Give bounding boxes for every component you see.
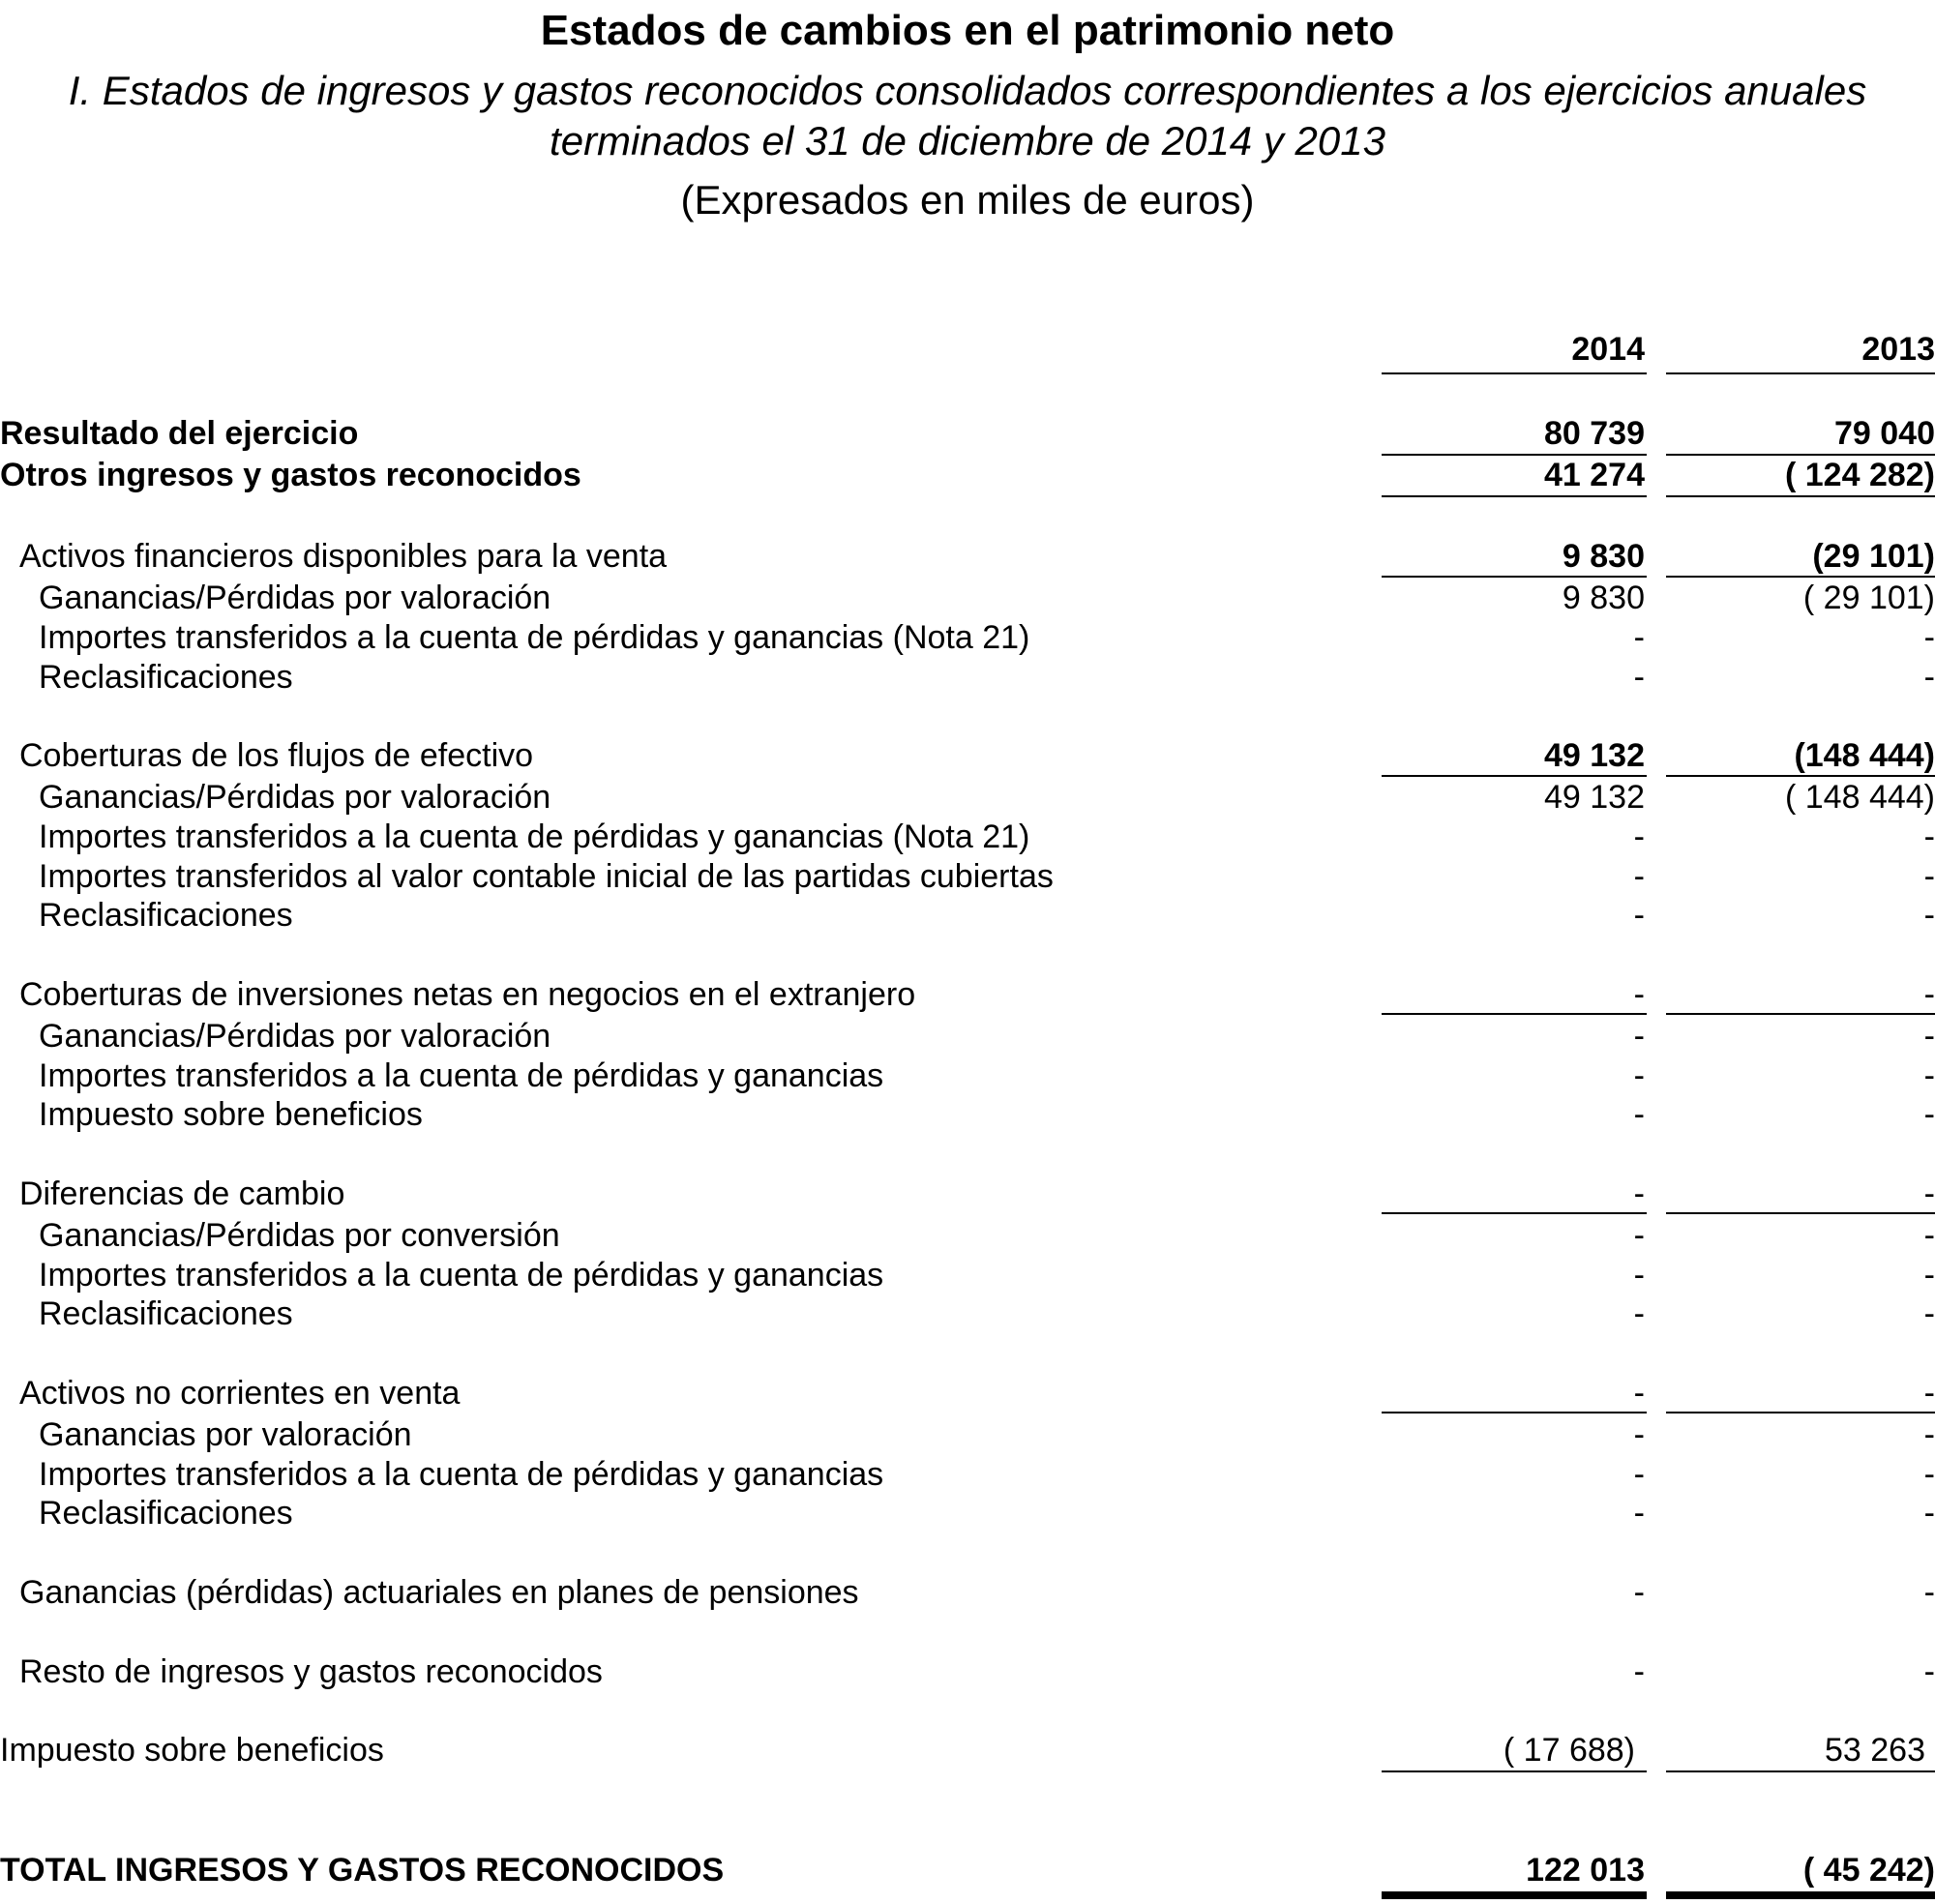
row-label: Otros ingresos y gastos reconocidos [0,457,581,493]
row-dc-importes [0,1256,1935,1294]
value-2013: - [1923,1574,1935,1611]
row-label: Ganancias/Pérdidas por valoración [39,1018,551,1055]
statement-subtitle [19,66,1916,166]
value-2013: - [1923,659,1935,696]
value-2014: - [1633,1574,1645,1611]
row-activos-no-corrientes [0,1374,1935,1413]
value-2014: - [1633,659,1645,696]
value-2013: - [1923,897,1935,934]
value-2013: - [1923,1416,1935,1453]
value-2014: - [1633,1175,1645,1212]
row-afdv-ganancias [0,579,1935,617]
row-label: Impuesto sobre beneficios [39,1096,423,1133]
rule [1382,1412,1647,1413]
row-anc-ganancias [0,1415,1935,1454]
row-label: Importes transferidos a la cuenta de pérdidas y ganancias (Nota 21) [39,619,1030,656]
subtitle-line-1: I. Estados de ingresos y gastos reconocidos consolidados correspondientes a los ejercicios anuales [68,68,1867,113]
value-2014: 9 830 [1562,580,1645,616]
row-impuesto-sobre-beneficios [0,1731,1935,1770]
row-label: Importes transferidos a la cuenta de pérdidas y ganancias (Nota 21) [39,818,1030,855]
rule [1382,576,1647,578]
row-ganancias-actuariales [0,1573,1935,1612]
value-2013: - [1923,1057,1935,1094]
value-2014: 122 013 [1526,1852,1645,1889]
column-header-2013: 2013 [1861,331,1935,368]
value-2013: 79 040 [1834,415,1935,452]
header-rule-2014 [1382,372,1647,374]
row-label: TOTAL INGRESOS Y GASTOS RECONOCIDOS [0,1852,725,1889]
rule [1382,1013,1647,1015]
row-label: Reclasificaciones [39,1495,293,1532]
row-label: Diferencias de cambio [19,1175,345,1212]
total-rule-2014 [1382,1891,1647,1899]
value-2014: - [1633,1217,1645,1254]
value-2013: - [1923,1456,1935,1493]
row-cfe-reclasificaciones [0,896,1935,935]
row-label: Importes transferidos a la cuenta de pérdidas y ganancias [39,1456,884,1493]
row-label: Impuesto sobre beneficios [0,1732,384,1769]
row-label: Resultado del ejercicio [0,415,359,452]
value-2014: - [1633,1375,1645,1412]
row-label: Ganancias/Pérdidas por valoración [39,580,551,616]
value-2013: - [1923,1257,1935,1294]
row-label: Importes transferidos a la cuenta de pérdidas y ganancias [39,1257,884,1294]
row-label: Importes transferidos al valor contable inicial de las partidas cubiertas [39,858,1054,895]
units-note: (Expresados en miles de euros) [680,177,1255,223]
value-2013: - [1923,1217,1935,1254]
rule [1382,775,1647,777]
row-coberturas-flujos [0,736,1935,775]
row-cin-impuesto [0,1095,1935,1134]
rule [1666,495,1935,497]
row-activos-financieros [0,537,1935,576]
rule [1666,775,1935,777]
total-rule-2013 [1666,1891,1935,1899]
row-label: Importes transferidos a la cuenta de pérdidas y ganancias [39,1057,884,1094]
row-anc-importes [0,1455,1935,1494]
row-label: Coberturas de inversiones netas en negocios en el extranjero [19,976,916,1013]
value-2014: 49 132 [1544,779,1645,816]
value-2014: - [1633,1096,1645,1133]
row-afdv-reclasificaciones [0,658,1935,697]
rule [1666,1013,1935,1015]
value-2013: - [1923,858,1935,895]
row-label: Resto de ingresos y gastos reconocidos [19,1653,603,1690]
rule [1666,1212,1935,1214]
value-2013: - [1923,1375,1935,1412]
row-resultado-del-ejercicio [0,414,1935,453]
row-anc-reclasificaciones [0,1494,1935,1532]
value-2014: 80 739 [1544,415,1645,452]
value-2014: - [1633,1057,1645,1094]
rule [1382,1212,1647,1214]
value-2013: ( 148 444) [1785,779,1935,816]
subtitle-line-2: terminados el 31 de diciembre de 2014 y 2013 [550,118,1385,164]
value-2013: - [1923,1653,1935,1690]
value-2014: - [1633,1295,1645,1332]
row-total [0,1851,1935,1889]
value-2013: (148 444) [1794,737,1935,774]
value-2014: - [1633,1416,1645,1453]
value-2013: (29 101) [1812,538,1935,575]
row-label: Reclasificaciones [39,1295,293,1332]
value-2014: ( 17 688) [1503,1732,1635,1769]
value-2014: 9 830 [1562,538,1645,575]
value-2014: - [1633,619,1645,656]
column-header-2014: 2014 [1571,331,1645,368]
row-cin-ganancias [0,1017,1935,1056]
value-2014: - [1633,1257,1645,1294]
value-2013: - [1923,1018,1935,1055]
value-2013: - [1923,1295,1935,1332]
page-title: Estados de cambios en el patrimonio neto [540,7,1395,54]
row-label: Ganancias/Pérdidas por conversión [39,1217,560,1254]
value-2014: 49 132 [1544,737,1645,774]
row-coberturas-inversiones [0,975,1935,1014]
value-2013: - [1923,1096,1935,1133]
rule [1382,1770,1647,1772]
value-2014: - [1633,897,1645,934]
rule [1666,1770,1935,1772]
value-2013: - [1923,818,1935,855]
header-rule-2013 [1666,372,1935,374]
value-2014: - [1633,1456,1645,1493]
row-label: Ganancias (pérdidas) actuariales en planes de pensiones [19,1574,859,1611]
row-cfe-valor-contable [0,857,1935,896]
value-2014: 41 274 [1544,457,1645,493]
value-2014: - [1633,1495,1645,1532]
row-dc-reclasificaciones [0,1294,1935,1333]
row-resto-ingresos [0,1652,1935,1691]
value-2014: - [1633,818,1645,855]
value-2013: - [1923,1495,1935,1532]
row-cfe-importes [0,818,1935,856]
row-afdv-importes [0,618,1935,657]
row-dc-ganancias [0,1216,1935,1255]
row-label: Reclasificaciones [39,897,293,934]
rule [1666,1412,1935,1413]
value-2013: - [1923,1175,1935,1212]
value-2014: - [1633,1018,1645,1055]
rule [1382,495,1647,497]
value-2014: - [1633,858,1645,895]
value-2013: ( 45 242) [1802,1852,1935,1889]
row-label: Activos no corrientes en venta [19,1375,461,1412]
row-label: Reclasificaciones [39,659,293,696]
row-label: Ganancias por valoración [39,1416,412,1453]
value-2014: - [1633,1653,1645,1690]
row-label: Coberturas de los flujos de efectivo [19,737,534,774]
value-2013: ( 29 101) [1802,580,1935,616]
rule [1666,576,1935,578]
value-2013: - [1923,619,1935,656]
row-cfe-ganancias [0,778,1935,817]
row-cin-importes [0,1056,1935,1095]
row-diferencias-de-cambio [0,1175,1935,1213]
row-label: Activos financieros disponibles para la venta [19,538,668,575]
value-2013: - [1923,976,1935,1013]
row-otros-ingresos-y-gastos [0,456,1935,494]
value-2014: - [1633,976,1645,1013]
value-2013: ( 124 282) [1785,457,1935,493]
value-2013: 53 263 [1825,1732,1925,1769]
row-label: Ganancias/Pérdidas por valoración [39,779,551,816]
